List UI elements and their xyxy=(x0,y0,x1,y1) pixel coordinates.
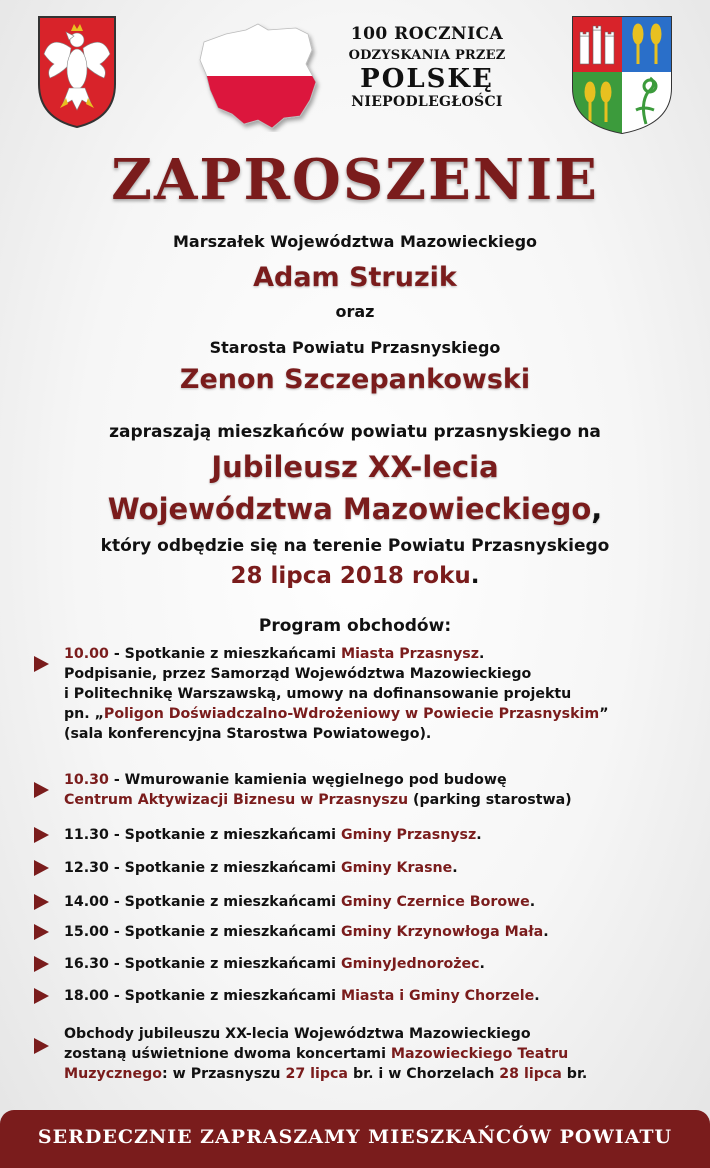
program-item-meeting: 18.00 - Spotkanie z mieszkańcami Miasta i Gminy Chorzele. xyxy=(28,986,698,1006)
bullet-arrow-icon xyxy=(34,988,49,1004)
host1-name: Adam Struzik xyxy=(253,262,457,293)
bullet-arrow-icon xyxy=(34,956,49,972)
county-coat-of-arms-icon xyxy=(570,14,674,136)
bullet-arrow-icon xyxy=(34,656,49,672)
program-item-meeting: 16.30 - Spotkanie z mieszkańcami GminyJednorożec. xyxy=(28,954,698,974)
bullet-arrow-icon xyxy=(34,1038,49,1054)
host2-role: Starosta Powiatu Przasnyskiego xyxy=(209,338,501,357)
invitation-title: ZAPROSZENIE xyxy=(111,147,599,213)
anniversary-badge xyxy=(332,26,522,109)
program-item-meeting: 15.00 - Spotkanie z mieszkańcami Gminy Krzynowłoga Mała. xyxy=(28,922,698,942)
bullet-arrow-icon xyxy=(34,860,49,876)
program-item-meeting: 14.00 - Spotkanie z mieszkańcami Gminy Czernice Borowe. xyxy=(28,892,698,912)
event-date: 28 lipca 2018 roku. xyxy=(230,563,480,589)
event-line-1: Jubileusz XX-lecia xyxy=(211,450,499,484)
bullet-arrow-icon xyxy=(34,827,49,843)
program-item-1000: 10.00 - Spotkanie z mieszkańcami Miasta Przasnysz. Podpisanie, przez Samorząd Województwa Mazowieckiego i Politechnikę Warszawską, umowy na dofinansowanie projektu pn. „Poligon Doświadczalno-Wdrożeniowy w Powiecie Przasnyskim” (sala konferencyjna Starostwa Powiatowego). xyxy=(28,644,698,744)
bullet-arrow-icon xyxy=(34,924,49,940)
footer-text: SERDECZNIE ZAPRASZAMY MIESZKAŃCÓW POWIATU xyxy=(37,1126,673,1148)
poland-map-flag-icon xyxy=(196,20,326,132)
anniversary-line-3: POLSKĘ xyxy=(360,64,494,94)
program-item-meeting: 12.30 - Spotkanie z mieszkańcami Gminy Krasne. xyxy=(28,858,698,878)
program-item-meeting: 11.30 - Spotkanie z mieszkańcami Gminy Przasnysz. xyxy=(28,825,698,845)
anniversary-line-4: NIEPODLEGŁOŚCI xyxy=(351,94,503,110)
program-item-1030: 10.30 - Wmurowanie kamienia węgielnego pod budowę Centrum Aktywizacji Biznesu w Przasnyszu (parking starostwa) xyxy=(28,770,698,810)
host1-role: Marszałek Województwa Mazowieckiego xyxy=(172,232,538,251)
bullet-arrow-icon xyxy=(34,782,49,798)
host2-name: Zenon Szczepankowski xyxy=(179,364,531,395)
invite-line: zapraszają mieszkańców powiatu przasnyskiego na xyxy=(109,422,601,442)
footer-banner xyxy=(0,1110,710,1168)
bullet-arrow-icon xyxy=(34,894,49,910)
event-line-2: Województwa Mazowieckiego, xyxy=(107,492,603,526)
anniversary-line-2: ODZYSKANIA PRZEZ xyxy=(348,48,506,63)
program-heading: Program obchodów: xyxy=(258,616,452,636)
mazovia-coat-of-arms-icon xyxy=(36,14,118,130)
conjunction: oraz xyxy=(335,302,375,321)
location-line: który odbędzie się na terenie Powiatu Przasnyskiego xyxy=(100,536,610,556)
program-closing-note: Obchody jubileuszu XX-lecia Województwa Mazowieckiego zostaną uświetnione dwoma koncertami Mazowieckiego Teatru Muzycznego: w Przasnyszu 27 lipca br. i w Chorzelach 28 lipca br. xyxy=(28,1024,698,1084)
anniversary-line-1: 100 ROCZNICA xyxy=(350,24,504,44)
